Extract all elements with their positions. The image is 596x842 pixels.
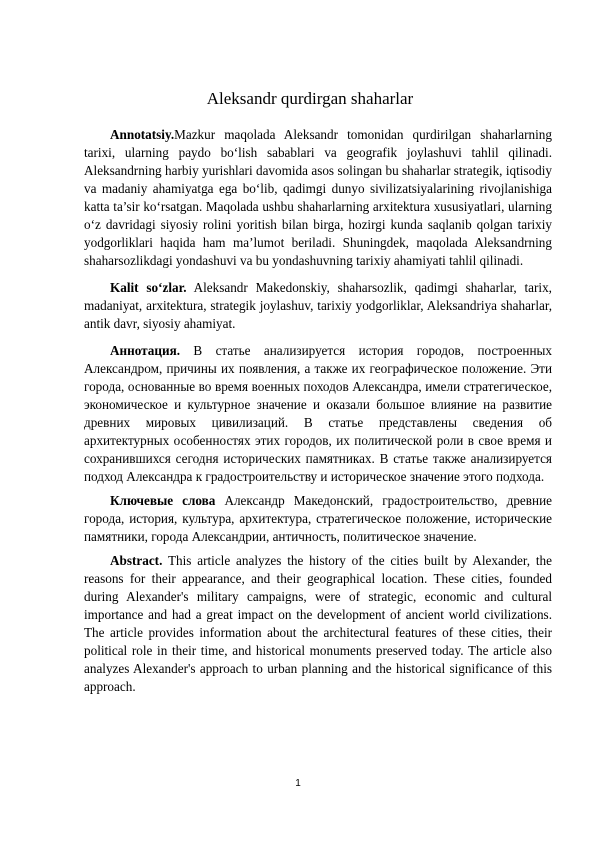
annotation-uz-text: Mazkur maqolada Aleksandr tomonidan qurdirilgan shaharlarning tarixi, ularning paydo bo‘lish sabablari va geografik joylashuvi tahlil qilinadi. Aleksandrning harbiy yurishlari davomida asos solingan bu shaharlar strategik, iqtisodiy va madaniy ahamiyatga ega bo‘lib, qadimgi dunyo sivilizatsiyalarining rivojlanishiga katta ta’sir ko‘rsatgan. Maqolada ushbu shaharlarning arxitektura xususiyatlari, ularning o‘z davridagi siyosiy rolini yoritish bilan birga, hozirgi kunda saqlanib qolgan tarixiy yodgorliklari haqida ham ma’lumot beriladi. Shuningdek, maqolada Aleksandrning shaharsozlikdagi yondashuvi va bu yondashuvning tarixiy ahamiyati tahlil qilinadi. xyxy=(84,127,552,268)
page-number: 1 xyxy=(295,778,301,789)
keywords-uz-text: Aleksandr Makedonskiy, shaharsozlik, qadimgi shaharlar, tarix, madaniyat, arxitektura, strategik joylashuv, tarixiy yodgorliklar, Aleksandriya shaharlar, antik davr, siyosiy ahamiyat. xyxy=(84,280,552,331)
keywords-ru xyxy=(84,492,552,546)
annotation-uz-lead: Annotatsiy. xyxy=(110,127,175,142)
abstract-en-lead: Abstract. xyxy=(110,553,163,568)
keywords-uz xyxy=(84,279,552,333)
paper-body xyxy=(84,126,552,702)
annotation-uz xyxy=(84,126,552,270)
paper-title: Aleksandr qurdirgan shaharlar xyxy=(206,89,414,108)
annotation-ru xyxy=(84,342,552,486)
abstract-en xyxy=(84,552,552,696)
annotation-ru-lead: Аннотация. xyxy=(110,343,181,358)
abstract-en-text: This article analyzes the history of the cities built by Alexander, the reasons for their appearance, and their geographical location. These cities, founded during Alexander's military campaigns, were of strategic, economic and cultural importance and had a great impact on the development of ancient world civilizations. The article provides information about the architectural features of these cities, their political role in their time, and historical monuments preserved today. The article also analyzes Alexander's approach to urban planning and the historical significance of this approach. xyxy=(84,553,552,694)
keywords-ru-lead: Ключевые слова xyxy=(110,493,216,508)
keywords-ru-text: Александр Македонский, градостроительство, древние города, история, культура, архитектура, стратегическое положение, исторические памятники, города Александрии, античность, политическое значение. xyxy=(84,493,552,544)
annotation-ru-text: В статье анализируется история городов, построенных Александром, причины их появления, а также их географическое положение. Эти города, основанные во время военных походов Александра, имели стратегическое, экономическое и культурное значение и оказали большое влияние на развитие древних мировых цивилизаций. В статье представлены сведения об архитектурных особенностях этих городов, их политической роли в свое время и сохранившихся сегодня исторических памятниках. В статье также анализируется подход Александра к градостроительству и историческое значение этого подхода. xyxy=(84,343,552,484)
keywords-uz-lead: Kalit so‘zlar. xyxy=(110,280,187,295)
